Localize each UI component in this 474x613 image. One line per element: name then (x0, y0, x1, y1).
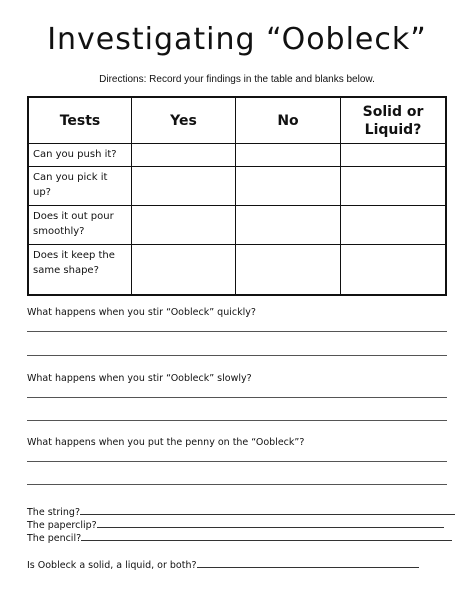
no-cell[interactable] (236, 167, 341, 206)
directions-text: Directions: Record your findings in the table and blanks below. (99, 74, 375, 85)
object-string-line (27, 504, 455, 518)
object-pencil-blank[interactable] (81, 530, 452, 541)
yes-cell[interactable] (132, 167, 236, 206)
object-paperclip-blank[interactable] (97, 517, 444, 528)
header-solid-or-liquid (341, 97, 447, 144)
state-cell[interactable] (341, 144, 447, 167)
header-yes: Yes (132, 97, 236, 144)
final-question-line (27, 557, 419, 571)
table-row (28, 167, 446, 206)
no-cell[interactable] (236, 144, 341, 167)
table-header-row (28, 97, 446, 144)
header-tests: Tests (28, 97, 132, 144)
test-question: Can you pick it up? (28, 167, 132, 206)
answer-line[interactable] (27, 484, 447, 485)
object-string-label: The string? (27, 507, 81, 518)
state-cell[interactable] (341, 167, 447, 206)
final-question-label: Is Oobleck a solid, a liquid, or both? (27, 560, 197, 571)
test-question: Does it out pour smoothly? (28, 206, 132, 245)
object-pencil-line (27, 530, 452, 544)
answer-line[interactable] (27, 355, 447, 356)
yes-cell[interactable] (132, 206, 236, 245)
no-cell[interactable] (236, 245, 341, 295)
question-stir-quickly: What happens when you stir “Oobleck” quickly? (27, 307, 256, 318)
answer-line[interactable] (27, 331, 447, 332)
header-state-line1: Solid or (362, 103, 424, 120)
object-paperclip-line (27, 517, 444, 531)
table-row (28, 206, 446, 245)
header-state-line2: Liquid? (364, 121, 422, 138)
answer-line[interactable] (27, 461, 447, 462)
table-row (28, 144, 446, 167)
table-row (28, 245, 446, 295)
answer-line[interactable] (27, 420, 447, 421)
question-penny: What happens when you put the penny on the “Oobleck”? (27, 437, 305, 448)
header-no: No (236, 97, 341, 144)
final-question-blank[interactable] (197, 557, 419, 568)
worksheet-title: Investigating “Oobleck” (47, 22, 427, 57)
object-pencil-label: The pencil? (27, 533, 82, 544)
answer-line[interactable] (27, 397, 447, 398)
yes-cell[interactable] (132, 144, 236, 167)
test-question: Does it keep the same shape? (28, 245, 132, 295)
findings-table (27, 96, 447, 296)
question-stir-slowly: What happens when you stir “Oobleck” slowly? (27, 373, 252, 384)
object-paperclip-label: The paperclip? (27, 520, 97, 531)
object-string-blank[interactable] (80, 504, 455, 515)
state-cell[interactable] (341, 245, 447, 295)
no-cell[interactable] (236, 206, 341, 245)
yes-cell[interactable] (132, 245, 236, 295)
state-cell[interactable] (341, 206, 447, 245)
test-question: Can you push it? (28, 144, 132, 167)
